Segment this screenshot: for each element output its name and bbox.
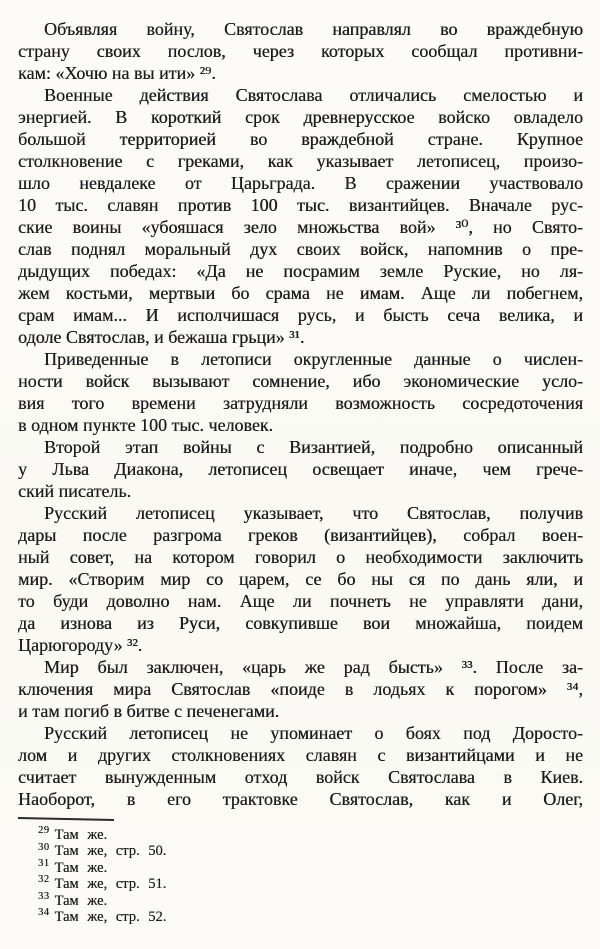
text-line: энергией. В короткий срок древнерусское войско овладело [18, 107, 583, 127]
text-line: Второй этап войны с Византией, подробно описанный [44, 437, 583, 457]
text-line: Русский летописец не упоминает о боях под Доросто- [44, 723, 583, 743]
footnote-marker: 32 [38, 874, 50, 886]
paragraph [18, 18, 583, 84]
text-line: срам имам... И исполчишася русь, и бысть сеча велика, и [18, 305, 583, 325]
text-line: 10 тыс. славян против 100 тыс. византийцев. Вначале рус- [18, 195, 583, 215]
text-line: Мир был заключен, «царь же рад бысть» ³³. После за- [44, 657, 583, 677]
paragraph [18, 348, 583, 436]
footnote-marker: 33 [38, 890, 50, 902]
text-line: считает вынужденным отход войск Святослава в Киев. [18, 767, 583, 787]
footnote: $^{34}$ Там же, стр. 52. [38, 907, 167, 925]
paragraph [18, 84, 583, 348]
paragraph [18, 436, 583, 502]
text-line: Объявляя войну, Святослав направлял во враждебную [44, 19, 583, 39]
footnotes [18, 827, 583, 925]
body-text [18, 18, 583, 810]
text-line: жем костьми, мертвыи бо срама не имам. Аще ли побегнем, [18, 283, 583, 303]
text-line: дыдущих победах: «Да не посрамим земле Руские, но ля- [18, 261, 583, 281]
paragraph [18, 722, 583, 810]
footnote: $^{32}$ Там же, стр. 51. [38, 874, 167, 893]
text-line: дары после разгрома греков (византийцев), собрал воен- [18, 525, 583, 545]
text-line: Наоборот, в его трактовке Святослав, как и Олег, [18, 789, 583, 809]
footnote-marker: 34 [38, 907, 50, 919]
text-line: ские воины «убояшася зело множьства вой» ³⁰, но Свято- [18, 217, 583, 237]
text-line: ный совет, на котором говорил о необходимости заключить [18, 547, 583, 567]
text-line: да изнова из Руси, совкупивше вои множайша, поидем [18, 613, 583, 633]
footnote: $^{31}$ Там же. [38, 857, 108, 876]
footnote-marker: 31 [38, 857, 50, 869]
text-line: слав поднял моральный дух своих войск, напомнив о пре- [18, 239, 583, 259]
text-line: в одном пункте 100 тыс. человек. [18, 415, 274, 435]
text-line: одоле Святослав, и бежаша грьци» ³¹. [18, 327, 305, 347]
paragraph [18, 502, 583, 656]
text-line: кам: «Хочю на вы ити» ²⁹. [18, 63, 216, 83]
footnote: $^{29}$ Там же. [38, 825, 108, 843]
text-line: ности войск вызывают сомнение, ибо экономические усло- [18, 371, 583, 391]
footnote-marker: 29 [38, 825, 50, 837]
text-line: шло невдалеке от Царьграда. В сражении участвовало [18, 173, 583, 193]
text-line: большой территорией во враждебной стране. Крупное [18, 129, 583, 149]
text-line: Царюгороду» ³². [18, 635, 143, 655]
text-line: страну своих послов, через которых сообщал противни- [18, 41, 583, 61]
text-line: вия того времени затрудняли возможность сосредоточения [18, 393, 583, 413]
footnote-marker: 30 [38, 841, 50, 853]
text-line: Военные действия Святослава отличались смелостью и [44, 85, 583, 105]
text-line: лом и других столкновениях славян с византийцами и не [18, 745, 583, 765]
text-line: то буди доволно нам. Аще ли почнеть не управляти дани, [18, 591, 583, 611]
paragraph [18, 656, 583, 722]
footnote-separator [18, 817, 114, 821]
text-line: и там погиб в битве с печенегами. [18, 701, 280, 721]
text-line: столкновение с греками, как указывает летописец, произо- [18, 151, 583, 171]
footnote: $^{33}$ Там же. [38, 890, 108, 909]
text-line: у Льва Диакона, летописец освещает иначе, чем грече- [18, 459, 583, 479]
text-line: ский писатель. [18, 481, 132, 501]
footnote: $^{30}$ Там же, стр. 50. [38, 841, 167, 860]
text-line: ключения мира Святослав «поиде в лодьях к порогом» ³⁴, [18, 679, 583, 699]
text-line: Русский летописец указывает, что Святослав, получив [44, 503, 583, 523]
text-line: Приведенные в летописи округленные данные о числен- [44, 349, 583, 369]
text-line: мир. «Створим мир со царем, се бо ны ся по дань яли, и [18, 569, 583, 589]
